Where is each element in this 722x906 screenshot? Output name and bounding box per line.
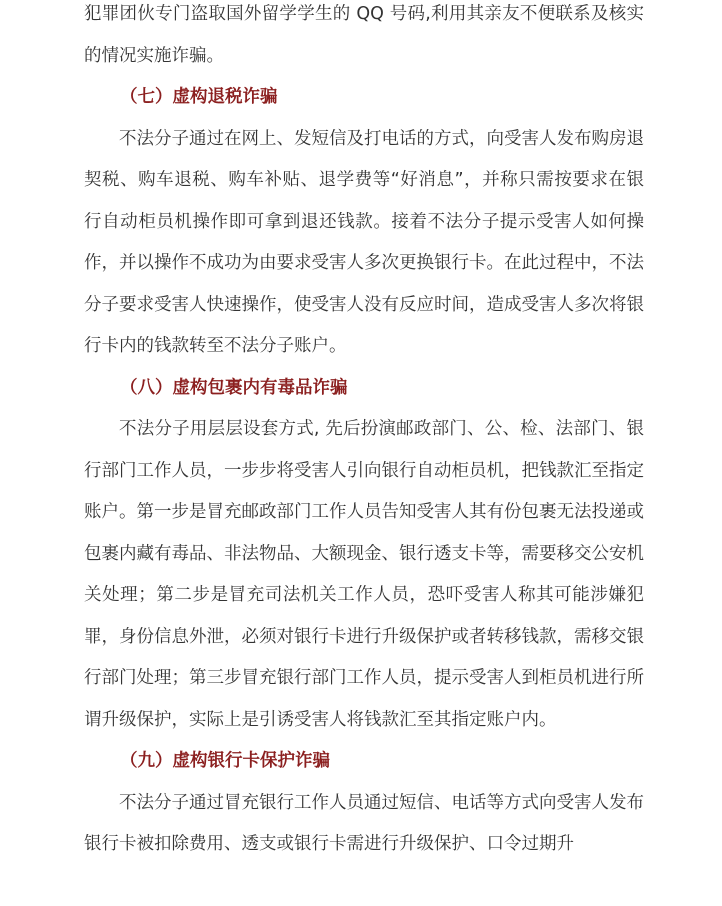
section-paragraph-8: 不法分子用层层设套方式, 先后扮演邮政部门、公、检、法部门、银行部门工作人员，一步步将受害人引向银行自动柜员机，把钱款汇至指定账户。第一步是冒充邮政部门工作人员告知受害人其有份包裹无法投递或包裹内藏有毒品、非法物品、大额现金、银行透支卡等，需要移交公安机关处理；第二步是冒充司法机关工作人员，恐吓受害人称其可能涉嫌犯罪，身份信息外泄，必须对银行卡进行升级保护或者转移钱款，需移交银行部门处理；第三步冒充银行部门工作人员，提示受害人到柜员机进行所谓升级保护，实际上是引诱受害人将钱款汇至其指定账户内。 bbox=[84, 419, 644, 730]
section-paragraph-9: 不法分子通过冒充银行工作人员通过短信、电话等方式向受害人发布银行卡被扣除费用、透支或银行卡需进行升级保护、口令过期升 bbox=[84, 792, 644, 854]
section-heading-8: （八）虚构包裹内有毒品诈骗 bbox=[120, 377, 348, 398]
article-body bbox=[84, 0, 644, 866]
section-heading-7: （七）虚构退税诈骗 bbox=[120, 87, 278, 107]
section-paragraph-7: 不法分子通过在网上、发短信及打电话的方式，向受害人发布购房退契税、购车退税、购车补贴、退学费等“好消息”，并称只需按要求在银行自动柜员机操作即可拿到退还钱款。接着不法分子提示受害人如何操作，并以操作不成功为由要求受害人多次更换银行卡。在此过程中，不法分子要求受害人快速操作，使受害人没有反应时间，造成受害人多次将银行卡内的钱款转至不法分子账户。 bbox=[84, 128, 644, 356]
section-heading-9: （九）虚构银行卡保护诈骗 bbox=[120, 751, 330, 771]
intro-paragraph-tail: 犯罪团伙专门盗取国外留学学生的 QQ 号码,利用其亲友不便联系及核实的情况实施诈骗。 bbox=[84, 4, 644, 66]
